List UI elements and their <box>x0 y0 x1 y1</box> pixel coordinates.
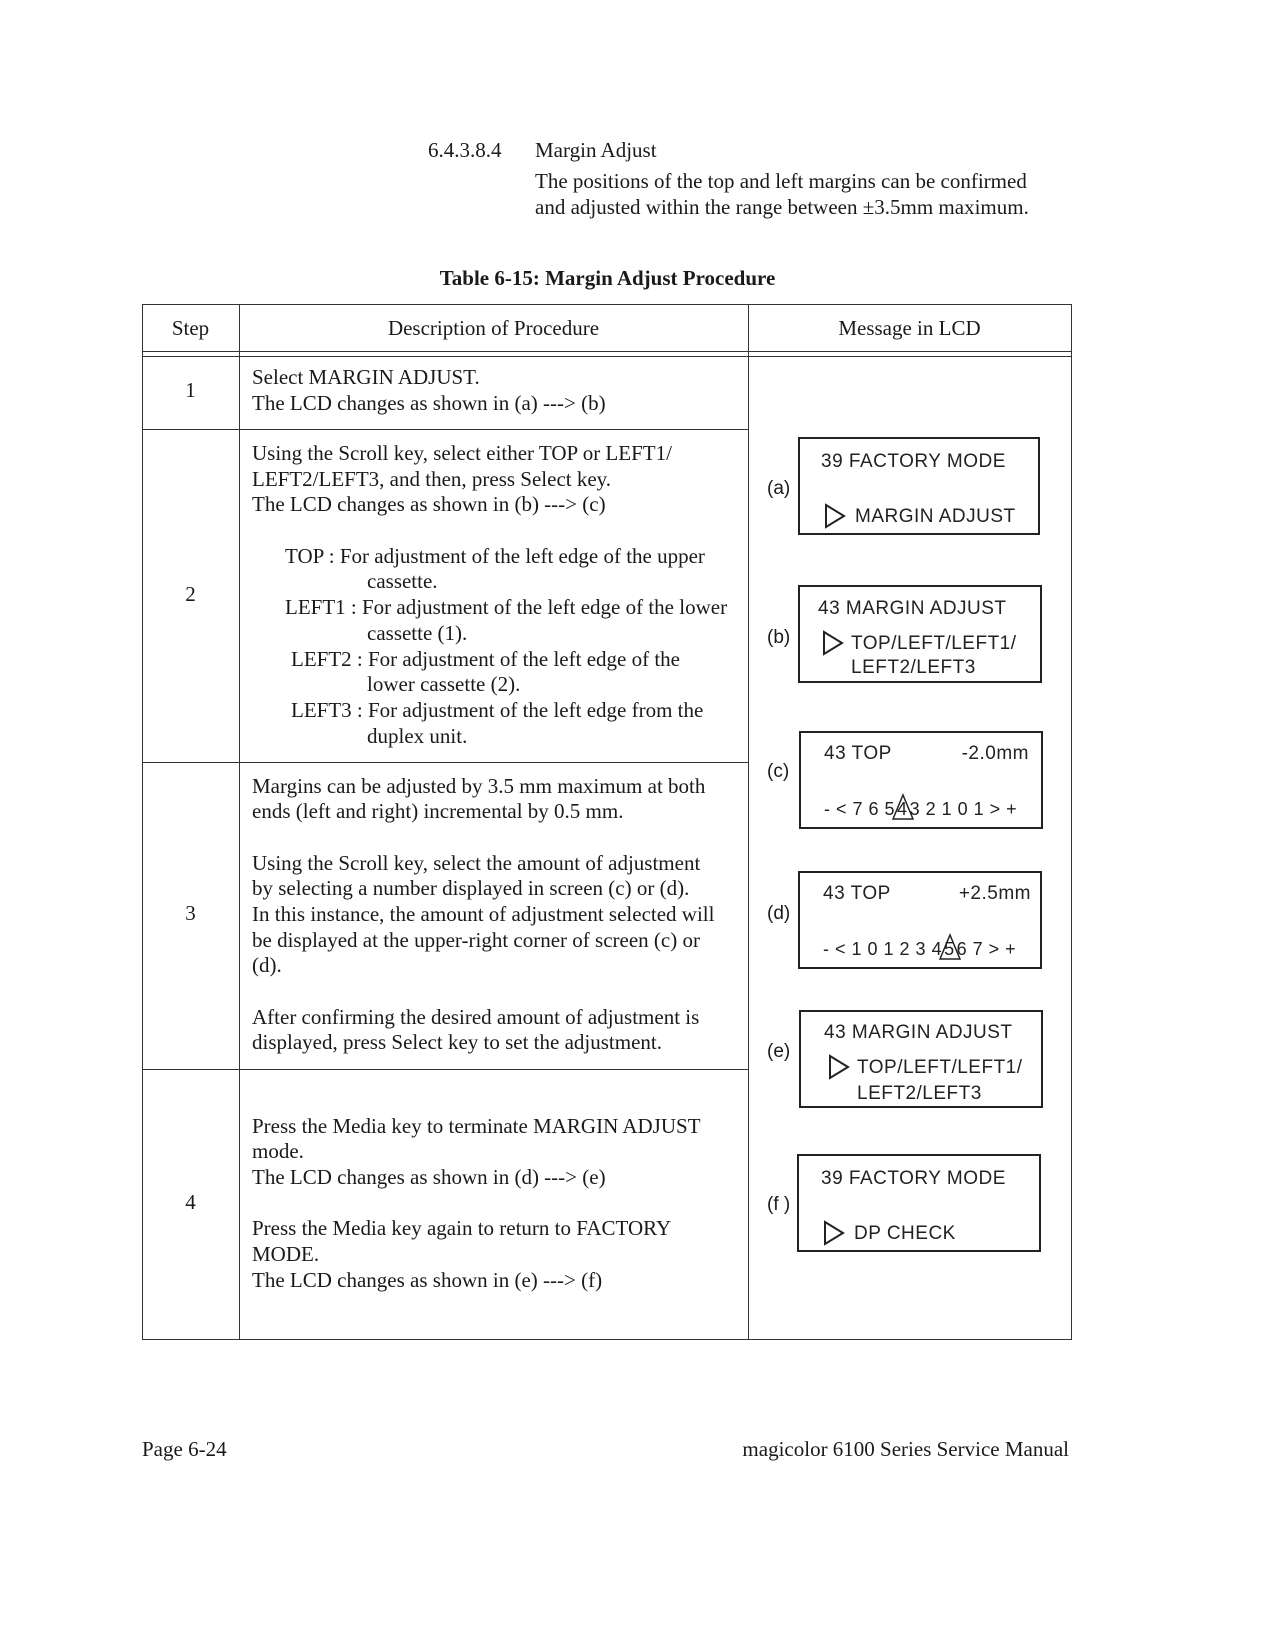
lcd-screen-e <box>799 1010 1043 1108</box>
step-description-line: Select MARGIN ADJUST. <box>252 365 480 389</box>
lcd-label: (b) <box>767 627 791 648</box>
option-line: LEFT2 : For adjustment of the left edge of the <box>291 647 680 671</box>
lcd-screen-f <box>797 1154 1041 1252</box>
step-description-line: The LCD changes as shown in (e) ---> (f) <box>252 1268 603 1292</box>
lcd-screen-c <box>799 731 1043 829</box>
option-line: TOP : For adjustment of the left edge of the upper <box>285 544 705 568</box>
lcd-value: -2.0mm <box>961 743 1029 764</box>
lcd-line: MARGIN ADJUST <box>855 506 1016 527</box>
lcd-label: (d) <box>767 903 791 924</box>
step-description-line: MODE. <box>252 1242 320 1266</box>
cursor-triangle-icon <box>822 630 844 656</box>
step-description-line: Margins can be adjusted by 3.5 mm maximum at both <box>252 774 706 798</box>
lcd-line: 43 TOP <box>824 743 892 764</box>
step-description-line: Press the Media key again to return to FACTORY <box>252 1216 672 1240</box>
footer-manual-title: magicolor 6100 Series Service Manual <box>742 1437 1069 1461</box>
step-description-line: (d). <box>252 953 282 977</box>
step-number: 4 <box>185 1190 196 1214</box>
step-description-line: Using the Scroll key, select the amount of adjustment <box>252 851 701 875</box>
step-description-line: ends (left and right) incremental by 0.5 mm. <box>252 799 624 823</box>
lcd-value: +2.5mm <box>958 883 1031 904</box>
lcd-line: 39 FACTORY MODE <box>821 1168 1006 1189</box>
option-line: duplex unit. <box>367 724 468 748</box>
lcd-line: 39 FACTORY MODE <box>821 451 1006 472</box>
lcd-line: 43 MARGIN ADJUST <box>818 598 1007 619</box>
header-description: Description of Procedure <box>387 316 600 340</box>
step-description-line: displayed, press Select key to set the adjustment. <box>252 1030 662 1054</box>
option-line: LEFT3 : For adjustment of the left edge from the <box>291 698 704 722</box>
section-intro-line: The positions of the top and left margins can be confirmed <box>535 169 1027 193</box>
cursor-triangle-icon <box>823 1220 845 1246</box>
step-number: 1 <box>185 378 196 402</box>
lcd-label: (f ) <box>767 1194 791 1215</box>
option-line: cassette. <box>367 569 438 593</box>
step-number: 3 <box>185 901 196 925</box>
header-step: Step <box>171 316 210 340</box>
footer-page-number: Page 6-24 <box>142 1437 227 1461</box>
lcd-label: (c) <box>767 761 790 782</box>
lcd-screen-a <box>798 437 1040 535</box>
lcd-screen-b <box>798 585 1042 683</box>
option-line: LEFT1 : For adjustment of the left edge of the lower <box>285 595 728 619</box>
lcd-line: TOP/LEFT/LEFT1/ <box>851 633 1017 654</box>
lcd-label: (e) <box>767 1041 791 1062</box>
lcd-line: DP CHECK <box>854 1223 956 1244</box>
step-description-line: The LCD changes as shown in (d) ---> (e) <box>252 1165 606 1189</box>
lcd-line: LEFT2/LEFT3 <box>851 657 976 678</box>
step-description-line: Press the Media key to terminate MARGIN ADJUST <box>252 1114 701 1138</box>
lcd-scale: - < 1 0 1 2 3 4 5 6 7 > + <box>823 939 1016 960</box>
section-number: 6.4.3.8.4 <box>428 138 502 162</box>
step-description-line: In this instance, the amount of adjustment selected will <box>252 902 715 926</box>
cursor-triangle-icon <box>824 503 846 529</box>
step-description-line: be displayed at the upper-right corner of screen (c) or <box>252 928 700 952</box>
lcd-label: (a) <box>767 478 791 499</box>
lcd-line: LEFT2/LEFT3 <box>857 1083 982 1104</box>
table-caption: Table 6-15: Margin Adjust Procedure <box>439 266 776 290</box>
step-description-line: The LCD changes as shown in (a) ---> (b) <box>252 391 606 415</box>
lcd-line: 43 MARGIN ADJUST <box>824 1022 1013 1043</box>
header-lcd: Message in LCD <box>838 316 981 340</box>
option-line: lower cassette (2). <box>367 672 521 696</box>
step-description-line: by selecting a number displayed in screen (c) or (d). <box>252 876 690 900</box>
step-description-line: After confirming the desired amount of adjustment is <box>252 1005 700 1029</box>
lcd-scale: - < 7 6 5 4 3 2 1 0 1 > + <box>824 799 1017 820</box>
step-description-line: The LCD changes as shown in (b) ---> (c) <box>252 492 606 516</box>
cursor-triangle-icon <box>828 1054 850 1080</box>
step-description-line: Using the Scroll key, select either TOP or LEFT1/ <box>252 441 672 465</box>
option-line: cassette (1). <box>367 621 468 645</box>
lcd-line: TOP/LEFT/LEFT1/ <box>857 1057 1023 1078</box>
section-title: Margin Adjust <box>535 138 657 162</box>
lcd-screen-d <box>798 871 1042 969</box>
step-description-line: mode. <box>252 1139 304 1163</box>
step-number: 2 <box>185 582 196 606</box>
lcd-line: 43 TOP <box>823 883 891 904</box>
section-intro-line: and adjusted within the range between ±3.5mm maximum. <box>535 195 1029 219</box>
step-description-line: LEFT2/LEFT3, and then, press Select key. <box>252 467 612 491</box>
